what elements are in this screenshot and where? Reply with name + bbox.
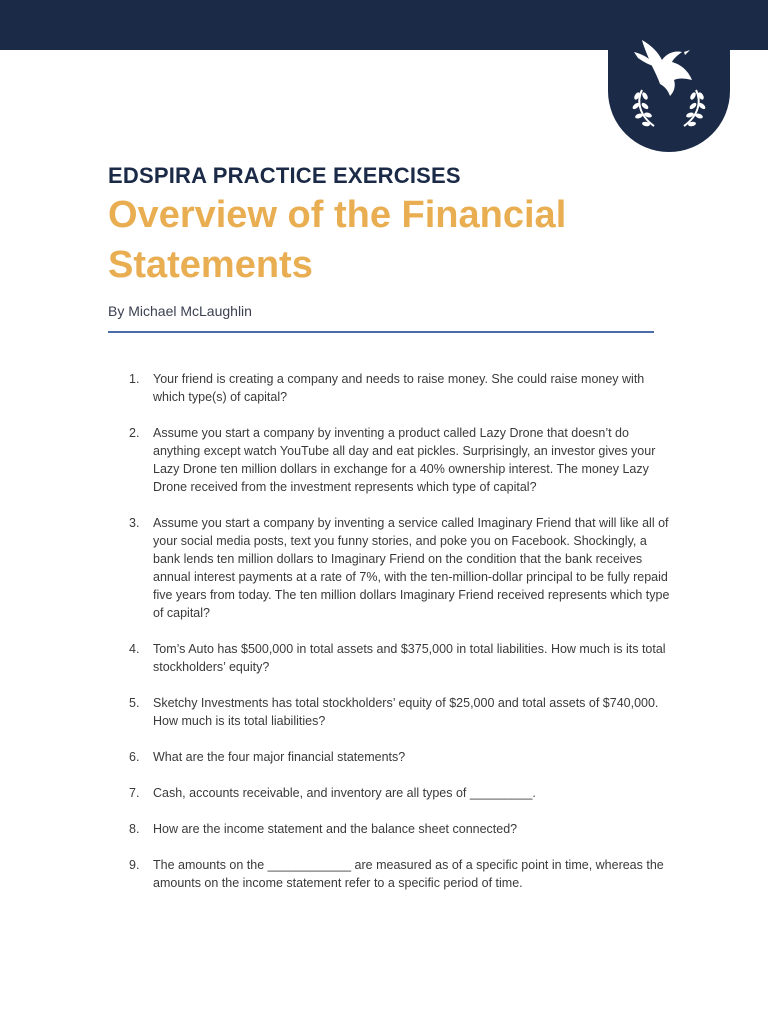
question-number: 7.: [129, 786, 140, 800]
question-item: [110, 514, 670, 622]
question-text: Assume you start a company by inventing a service called Imaginary Friend that will like all of your social media posts, text you funny stories, and poke you on Facebook. Shockingly, a bank lends ten million dollars to Imaginary Friend on the condition that the bank receives annual interest payments at a rate of 7%, with the ten-million-dollar principal to be fully repaid five years from today. The ten million dollars Imaginary Friend received represents which type of capital?: [153, 516, 670, 620]
dove-with-laurel-icon: [608, 0, 730, 152]
question-number: 6.: [129, 750, 140, 764]
question-item: [110, 784, 670, 802]
question-item: [110, 856, 670, 892]
question-item: [110, 748, 670, 766]
question-number: 4.: [129, 642, 140, 656]
question-item: [110, 640, 670, 676]
author-byline: By Michael McLaughlin: [108, 303, 252, 319]
title-divider: [108, 331, 654, 333]
logo-badge: [608, 0, 730, 152]
question-number: 1.: [129, 372, 140, 386]
question-number: 2.: [129, 426, 140, 440]
question-number: 8.: [129, 822, 140, 836]
question-list: [110, 370, 670, 910]
document-title: Overview of the Financial Statements: [108, 194, 567, 286]
question-number: 3.: [129, 516, 140, 530]
question-item: [110, 370, 670, 406]
question-text: How are the income statement and the balance sheet connected?: [153, 822, 518, 836]
question-number: 5.: [129, 696, 140, 710]
question-text: Cash, accounts receivable, and inventory are all types of _________.: [153, 786, 536, 800]
question-text: Tom’s Auto has $500,000 in total assets and $375,000 in total liabilities. How much is its total stockholders’ equity?: [153, 642, 666, 674]
question-item: [110, 820, 670, 838]
question-number: 9.: [129, 858, 140, 872]
question-text: The amounts on the ____________ are measured as of a specific point in time, whereas the amounts on the income statement refer to a specific period of time.: [153, 858, 664, 890]
question-text: What are the four major financial statements?: [153, 750, 406, 764]
document-subtitle: EDSPIRA PRACTICE EXERCISES: [108, 163, 461, 188]
question-text: Assume you start a company by inventing a product called Lazy Drone that doesn’t do anything except watch YouTube all day and eat pickles. Surprisingly, an investor gives your Lazy Drone ten million dollars in exchange for a 40% ownership interest. The money Lazy Drone received from the investment represents which type of capital?: [153, 426, 656, 494]
question-item: [110, 694, 670, 730]
question-text: Your friend is creating a company and needs to raise money. She could raise money with which type(s) of capital?: [153, 372, 645, 404]
question-item: [110, 424, 670, 496]
question-text: Sketchy Investments has total stockholders’ equity of $25,000 and total assets of $740,000. How much is its total liabilities?: [153, 696, 659, 728]
